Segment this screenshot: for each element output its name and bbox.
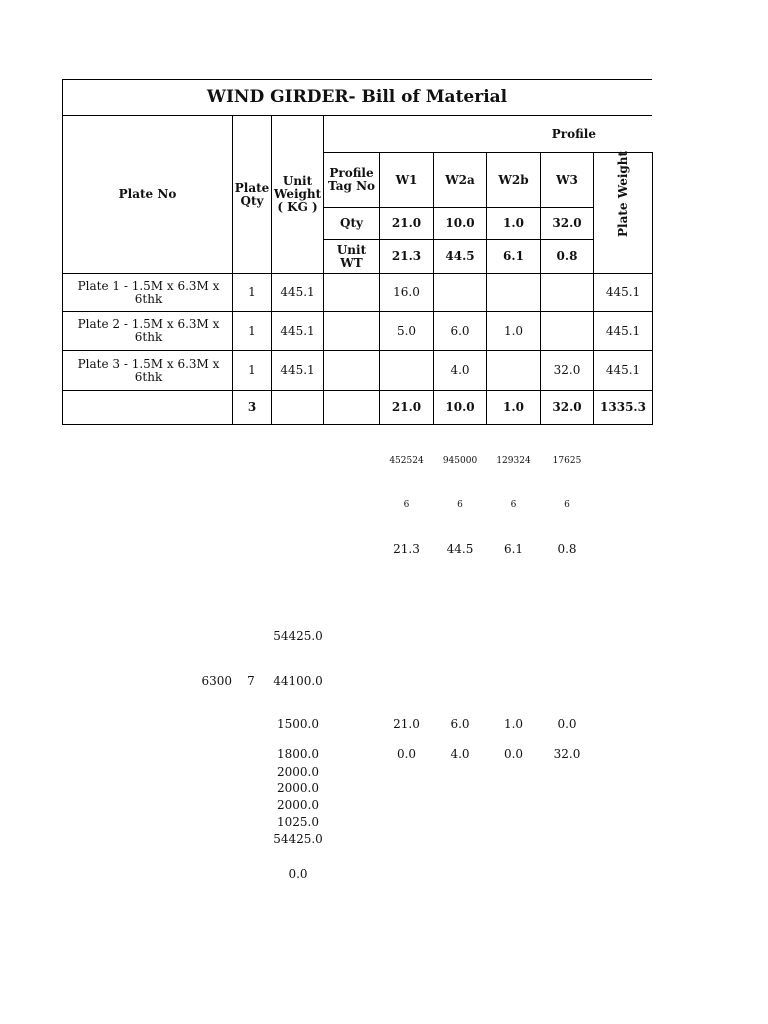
wt-w2b: 6.1 — [503, 542, 524, 556]
table-row-w3: 32.0 — [553, 363, 581, 377]
profile-w1-header: W1 — [395, 172, 418, 187]
total-plate-weight: 1335.3 — [600, 400, 646, 414]
six-w2a: 6 — [457, 500, 463, 510]
page-title: WIND GIRDER- Bill of Material — [206, 87, 508, 107]
code-w1: 452524 — [389, 456, 424, 466]
table-row-w2a — [434, 274, 486, 311]
table-row-w2b — [487, 274, 540, 311]
table-row-unit-weight: 445.1 — [280, 323, 315, 338]
profile-w2a-header: W2a — [445, 172, 475, 187]
table-row-w3 — [541, 312, 593, 350]
total-w3: 32.0 — [552, 400, 582, 414]
list-item: 54425.0 — [273, 832, 323, 846]
six-w1: 6 — [403, 500, 410, 510]
table-row-plate: Plate 1 - 1.5M x 6.3M x 6thk — [77, 278, 220, 306]
wt-w3: 0.8 — [557, 542, 577, 556]
plate-weight-label: Plate Weight — [616, 150, 630, 237]
row1800-w2a: 4.0 — [450, 747, 470, 761]
plate-weight-header — [594, 150, 652, 273]
unit-wt-w2b: 6.1 — [503, 249, 524, 263]
table-row-qty: 1 — [248, 323, 256, 338]
table-row-w2a: 6.0 — [450, 323, 470, 338]
profile-w2b-header: W2b — [498, 172, 529, 187]
profile-header-label: Profile — [551, 126, 596, 141]
plate-qty-header: Plate Qty — [234, 180, 270, 208]
table-row-plate: Plate 3 - 1.5M x 6.3M x 6thk — [77, 356, 220, 384]
list-item: 1800.0 — [277, 747, 319, 761]
qty-w1: 21.0 — [391, 216, 422, 230]
row1800-w1: 0.0 — [396, 747, 417, 761]
grid-line — [62, 424, 652, 425]
table-row-w2b — [487, 351, 540, 390]
unit-weight-header: Unit Weight ( KG ) — [273, 174, 322, 214]
table-row-w2a: 4.0 — [450, 363, 470, 377]
wt-w1: 21.3 — [393, 542, 420, 556]
list-item: 2000.0 — [277, 765, 319, 779]
list-item: 2000.0 — [277, 781, 319, 795]
unit-wt-w3: 0.8 — [556, 249, 578, 263]
code-w3: 17625 — [552, 456, 582, 466]
table-row-unit-weight: 445.1 — [280, 285, 315, 299]
table-row-unit-weight: 445.1 — [280, 363, 315, 377]
qty-w2a: 10.0 — [445, 216, 475, 230]
profile-w3-header: W3 — [556, 172, 578, 187]
qty-w3: 32.0 — [552, 216, 582, 230]
total-w2b: 1.0 — [503, 400, 524, 414]
unit-wt-label: Unit WT — [336, 242, 367, 270]
profile-header — [324, 116, 652, 152]
total-qty: 3 — [247, 400, 257, 414]
list-item: 2000.0 — [277, 798, 319, 812]
table-row-w1 — [380, 351, 433, 390]
qty-label: Qty — [340, 216, 363, 230]
unit-wt-w1: 21.3 — [391, 249, 422, 263]
qty-w2b: 1.0 — [503, 216, 524, 230]
row1500-w1: 21.0 — [393, 717, 420, 731]
code-w2a: 945000 — [442, 456, 478, 466]
profile-tag-no-header: Profile Tag No — [327, 166, 376, 193]
unit-wt-w2a: 44.5 — [445, 249, 475, 263]
table-row-w1: 16.0 — [393, 285, 420, 299]
list-item: 1025.0 — [277, 815, 319, 829]
row1800-w3: 32.0 — [553, 747, 581, 761]
value-54425-top: 54425.0 — [273, 629, 323, 643]
table-row-plate: Plate 2 - 1.5M x 6.3M x 6thk — [77, 317, 220, 344]
six-w2b: 6 — [510, 500, 517, 510]
row1800-w2b: 0.0 — [503, 747, 524, 761]
total-w1: 21.0 — [391, 400, 422, 414]
table-row-qty: 1 — [248, 285, 256, 299]
grid-line — [652, 152, 653, 425]
total-w2a: 10.0 — [445, 400, 475, 414]
row1500-w2a: 6.0 — [450, 717, 470, 731]
list-item: 1500.0 — [277, 717, 319, 731]
value-zero: 0.0 — [288, 867, 308, 881]
row1500-w2b: 1.0 — [503, 717, 524, 731]
wt-w2a: 44.5 — [446, 542, 474, 556]
table-row-qty: 1 — [248, 363, 256, 377]
table-row-plate-weight: 445.1 — [605, 285, 641, 299]
value-7: 7 — [247, 674, 255, 688]
plate-no-header: Plate No — [118, 187, 177, 201]
code-w2b: 129324 — [496, 456, 531, 466]
table-row-plate-weight: 445.1 — [605, 323, 641, 338]
six-w3: 6 — [564, 500, 570, 510]
table-row-w1: 5.0 — [396, 323, 417, 338]
table-row-w2b: 1.0 — [503, 323, 524, 338]
row1500-w3: 0.0 — [557, 717, 577, 731]
table-row-plate-weight: 445.1 — [605, 363, 641, 377]
value-44100: 44100.0 — [273, 674, 323, 688]
table-row-w3 — [541, 274, 593, 311]
value-6300: 6300 — [201, 674, 232, 688]
